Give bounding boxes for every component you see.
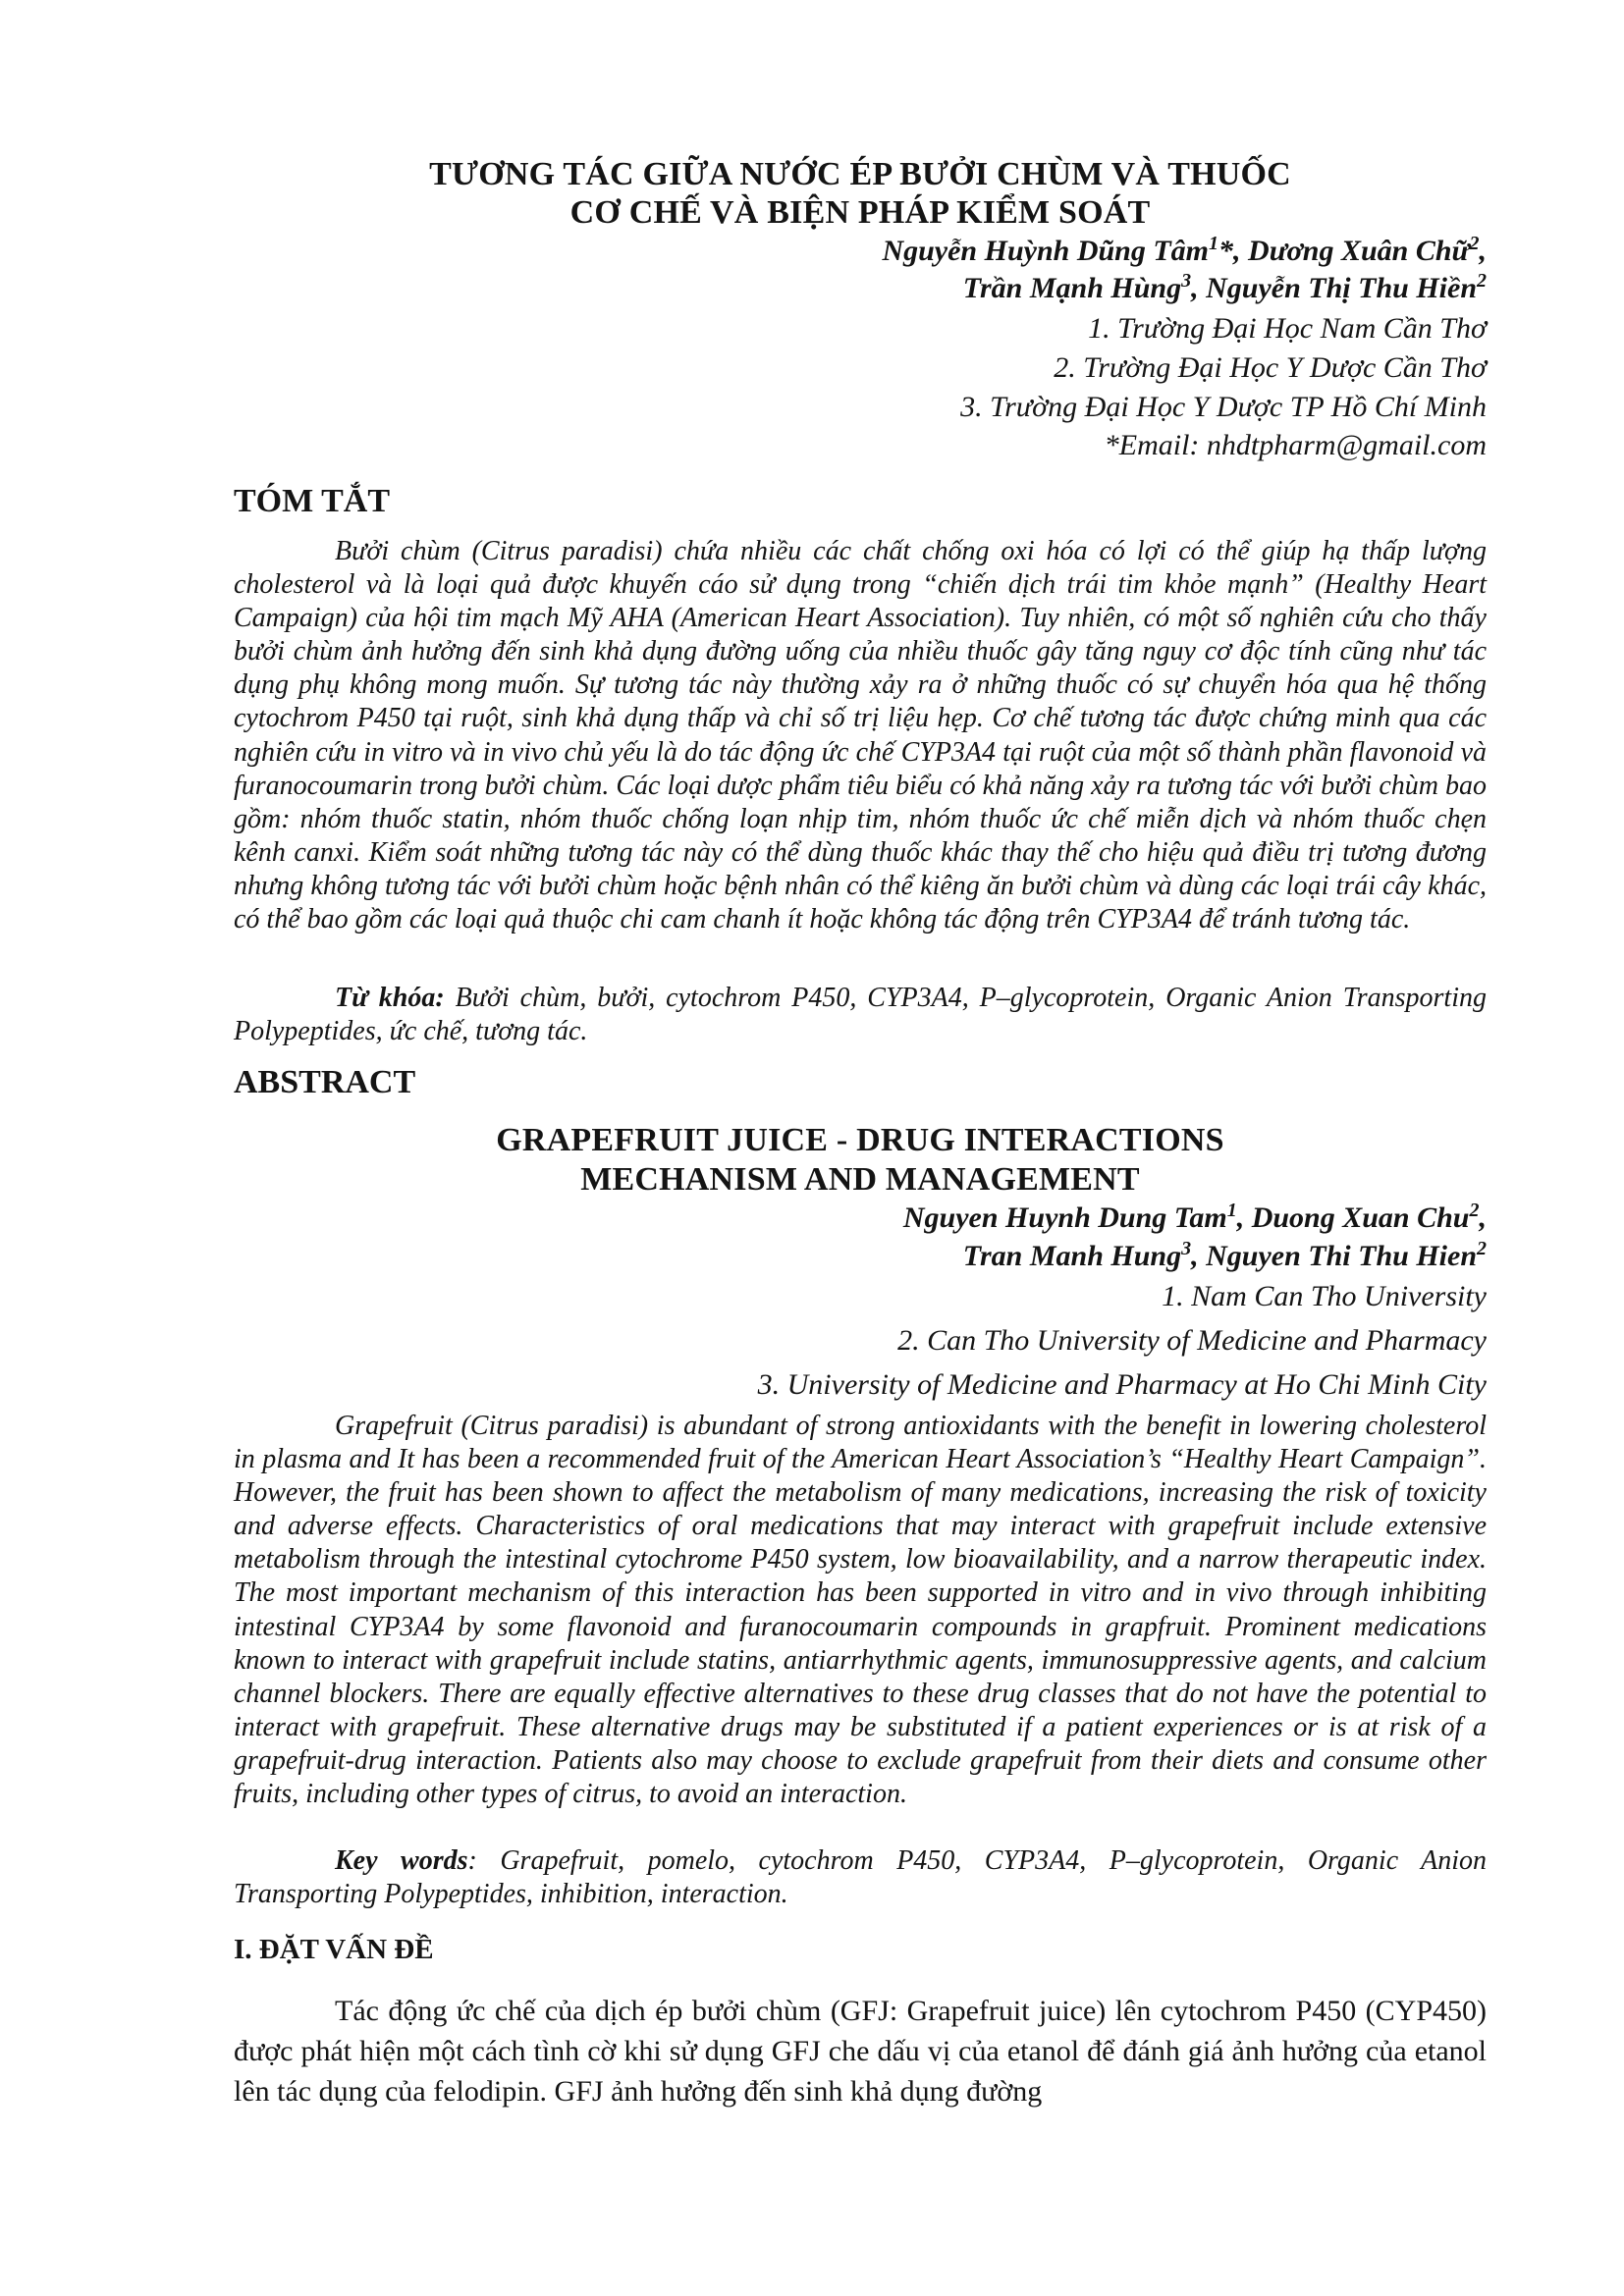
author-affiliation-mark: 1 xyxy=(1226,1200,1237,1221)
vi-keywords-label: Từ khóa: xyxy=(335,983,445,1013)
abstract-text: Grapefruit (Citrus paradisi) is abundant of strong antioxidants with the benefit in lowering cholesterol in plasma and It has been a recommended fruit of the American Heart Association’s “Healthy Heart Campaign”. However, the fruit has been shown to affect the metabolism of many medications, increasing the risk of toxicity and adverse effects. Characteristics of oral medications that may interact with grapefruit include extensive metabolism through the intestinal cytochrome P450 system, low bioavailability, and a narrow therapeutic index. The most important mechanism of this interaction has been supported in vitro and in vivo through inhibiting intestinal CYP3A4 by some flavonoid and furanocoumarin compounds in grapfruit. Prominent medications known to interact with grapefruit include statins, antiarrhythmic agents, immunosuppressive agents, and calcium channel blockers. There are equally effective alternatives to these drug classes that do not have the potential to interact with grapefruit. These alternative drugs may be substituted if a patient experiences or is at risk of a grapefruit-drug interaction. Patients also may choose to exclude grapefruit from their diets and consume other fruits, including other types of citrus, to avoid an interaction. xyxy=(234,1411,1487,1810)
en-keywords-label: Key words xyxy=(335,1845,468,1876)
author-affiliation-mark: 1 xyxy=(1209,233,1219,254)
author-affiliation-mark: 2 xyxy=(1469,233,1480,254)
en-affiliation-3: 3. University of Medicine and Pharmacy at Ho Chi Minh City xyxy=(757,1368,1487,1401)
en-keywords xyxy=(234,1844,1487,1911)
author-name: Tran Manh Hung xyxy=(962,1240,1182,1272)
en-title-line-2: MECHANISM AND MANAGEMENT xyxy=(580,1161,1140,1198)
author-separator: , xyxy=(1191,272,1207,304)
vi-affiliation-3: 3. Trường Đại Học Y Dược TP Hồ Chí Minh xyxy=(960,391,1487,423)
author-name: Duong Xuan Chu xyxy=(1251,1201,1470,1234)
summary-paragraph xyxy=(234,535,1487,936)
vi-authors-line-2 xyxy=(963,271,1487,306)
author-name: Dương Xuân Chữ xyxy=(1248,235,1470,267)
author-separator: , xyxy=(1236,1201,1252,1234)
summary-heading: TÓM TẮT xyxy=(234,483,391,519)
en-keywords-text: : Grapefruit, pomelo, cytochrom P450, CYP3A4, P–glycoprotein, Organic Anion Transporting Polypeptides, inhibition, interaction. xyxy=(234,1845,1488,1910)
author-affiliation-mark: 3 xyxy=(1181,270,1192,292)
author-affiliation-mark: 3 xyxy=(1181,1238,1192,1259)
vi-keywords xyxy=(234,982,1487,1048)
author-separator: , xyxy=(1479,235,1487,267)
corresponding-email: *Email: nhdtpharm@gmail.com xyxy=(1104,429,1487,461)
abstract-paragraph xyxy=(234,1410,1487,1811)
author-separator: , xyxy=(1479,1201,1487,1234)
author-name: Nguyen Thi Thu Hien xyxy=(1206,1240,1477,1272)
section-1-text: Tác động ức chế của dịch ép bưởi chùm (GFJ: Grapefruit juice) lên cytochrom P450 (CYP450) được phát hiện một cách tình cờ khi sử dụng GFJ che dấu vị của etanol để đánh giá ảnh hưởng của etanol lên tác dụng của felodipin. GFJ ảnh hưởng đến sinh khả dụng đường xyxy=(234,1995,1487,2108)
author-affiliation-mark: 2 xyxy=(1477,270,1487,292)
en-authors-line-1 xyxy=(903,1201,1487,1236)
abstract-heading: ABSTRACT xyxy=(234,1064,416,1100)
section-1-paragraph xyxy=(234,1991,1487,2111)
paper-page xyxy=(234,0,1487,2296)
en-affiliation-1: 1. Nam Can Tho University xyxy=(1162,1280,1487,1312)
author-name: Nguyen Huynh Dung Tam xyxy=(902,1201,1227,1234)
corresponding-mark: *, xyxy=(1218,235,1249,267)
vi-authors-line-1 xyxy=(882,234,1487,269)
vi-title-line-2: CƠ CHẾ VÀ BIỆN PHÁP KIỂM SOÁT xyxy=(569,194,1151,231)
vi-title-line-1: TƯƠNG TÁC GIỮA NƯỚC ÉP BƯỞI CHÙM VÀ THUỐC xyxy=(429,156,1291,192)
summary-text: Bưởi chùm (Citrus paradisi) chứa nhiều các chất chống oxi hóa có lợi có thể giúp hạ thấp lượng cholesterol và là loại quả được khuyến cáo sử dụng trong “chiến dịch trái tim khỏe mạnh” (Healthy Heart Campaign) của hội tim mạch Mỹ AHA (American Heart Association). Tuy nhiên, có một số nghiên cứu cho thấy bưởi chùm ảnh hưởng đến sinh khả dụng đường uống của nhiều thuốc gây tăng nguy cơ độc tính cũng như tác dụng phụ không mong muốn. Sự tương tác này thường xảy ra ở những thuốc có sự chuyển hóa qua hệ thống cytochrom P450 tại ruột, sinh khả dụng thấp và chỉ số trị liệu hẹp. Cơ chế tương tác được chứng minh qua các nghiên cứu in vitro và in vivo chủ yếu là do tác động ức chế CYP3A4 tại ruột của một số thành phần flavonoid và furanocoumarin trong bưởi chùm. Các loại dược phẩm tiêu biểu có khả năng xảy ra tương tác với bưởi chùm bao gồm: nhóm thuốc statin, nhóm thuốc chống loạn nhịp tim, nhóm thuốc ức chế miễn dịch và nhóm thuốc chẹn kênh canxi. Kiểm soát những tương tác này có thể dùng thuốc khác thay thế cho hiệu quả điều trị tương đương nhưng không tương tác với bưởi chùm hoặc bệnh nhân có thể kiêng ăn bưởi chùm và dùng các loại trái cây khác, có thể bao gồm các loại quả thuộc chi cam chanh ít hoặc không tác động trên CYP3A4 để tránh tương tác. xyxy=(234,536,1487,935)
author-separator: , xyxy=(1191,1240,1207,1272)
author-affiliation-mark: 2 xyxy=(1469,1200,1480,1221)
vi-affiliation-2: 2. Trường Đại Học Y Dược Cần Thơ xyxy=(1054,351,1487,384)
en-title-line-1: GRAPEFRUIT JUICE - DRUG INTERACTIONS xyxy=(496,1122,1224,1158)
vi-keywords-text: Bưởi chùm, bưởi, cytochrom P450, CYP3A4, P–glycoprotein, Organic Anion Transporting Polypeptides, ức chế, tương tác. xyxy=(234,983,1487,1047)
author-name: Nguyễn Huỳnh Dũng Tâm xyxy=(882,235,1210,267)
vi-affiliation-1: 1. Trường Đại Học Nam Cần Thơ xyxy=(1088,312,1487,345)
author-name: Trần Mạnh Hùng xyxy=(962,272,1182,304)
section-1-heading: I. ĐẶT VẤN ĐỀ xyxy=(234,1934,434,1965)
en-affiliation-2: 2. Can Tho University of Medicine and Pharmacy xyxy=(897,1324,1487,1357)
author-name: Nguyễn Thị Thu Hiền xyxy=(1206,272,1477,304)
en-authors-line-2 xyxy=(963,1239,1487,1274)
author-affiliation-mark: 2 xyxy=(1477,1238,1487,1259)
